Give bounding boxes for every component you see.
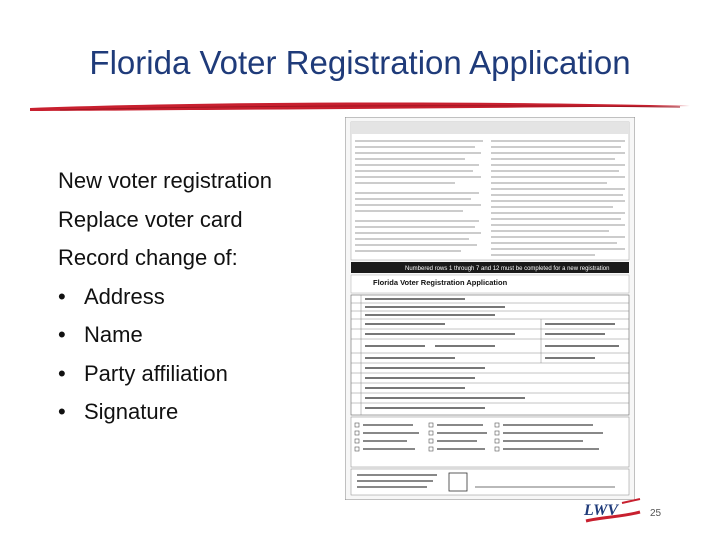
bullet-item: • Name [58, 322, 143, 347]
bullet-icon: • [58, 360, 66, 386]
lwv-logo-text: LWV [584, 502, 619, 519]
content-line: Replace voter card [58, 206, 243, 232]
voter-registration-form-image [345, 117, 635, 500]
bullet-icon: • [58, 283, 66, 309]
slide-title: Florida Voter Registration Application [89, 44, 631, 81]
form-banner-text: Numbered rows 1 through 7 and 12 must be completed for a new registration [405, 266, 610, 272]
bullet-item: • Signature [58, 399, 179, 424]
bullet-icon: • [58, 322, 66, 347]
bullet-icon: • [58, 399, 66, 424]
page-number: 25 [650, 508, 662, 519]
form-header-text: Florida Voter Registration Application [373, 278, 508, 287]
content-line: New voter registration [58, 168, 272, 193]
lwv-logo [582, 495, 644, 527]
bullet-item: • Address [58, 283, 165, 309]
content-list [58, 168, 348, 438]
bullet-item: • Party affiliation [58, 360, 228, 386]
content-line: Record change of: [58, 245, 238, 270]
